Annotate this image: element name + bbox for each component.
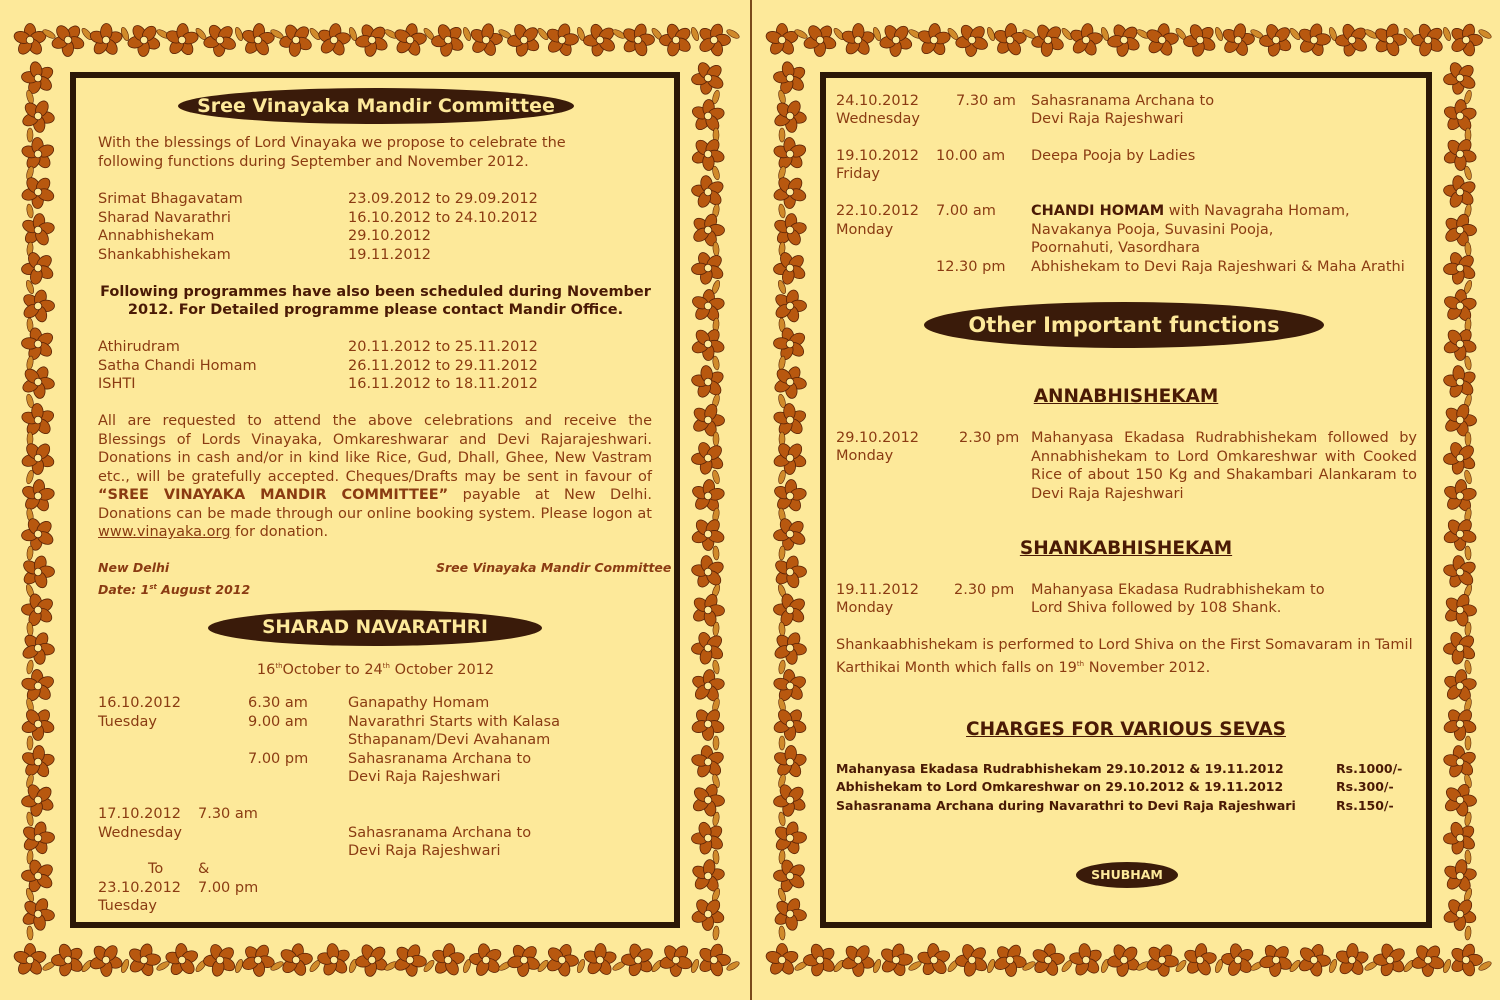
right-page [750,0,1500,1000]
schedule-time: 12.30 pm [936,259,1006,275]
function-dates: 23.09.2012 to 29.09.2012 [348,191,538,207]
schedule-event: Poornahuti, Vasordhara [1031,240,1201,256]
annabhishekam-desc: Mahanyasa Ekadasa Rudrabhishekam followed by Annabhishekam to Lord Omkareshwar with Cooked Rice of about 150 Kg and Shakambari Alankaram to Devi Raja Rajeshwari [1031,430,1417,502]
seva-price: Rs.1000/- [1336,761,1403,776]
note-text: Karthikai Month which falls on 19 [836,659,1077,676]
schedule-day: Friday [836,166,880,182]
seva-name: Sahasranama Archana during Navarathri to Devi Raja Rajeshwari [836,798,1296,813]
date-text: Date: 1 [98,582,150,598]
shankabhishekam-heading: SHANKABHISHEKAM [1019,538,1233,559]
november-note: 2012. For Detailed programme please contact Mandir Office. [127,302,624,318]
chandi-homam: CHANDI HOMAM [1031,203,1165,219]
programme-name: Athirudram [98,339,180,355]
schedule-event: Navarathri Starts with Kalasa [348,713,560,730]
note-text: November 2012. [1084,659,1211,676]
annabhishekam-heading: ANNABHISHEKAM [1033,386,1219,407]
schedule-day: Wednesday [836,111,920,127]
schedule-event: Mahanyasa Ekadasa Rudrabhishekam to [1031,582,1325,598]
schedule-event: Ganapathy Homam [348,695,490,711]
shank-note [836,655,1210,677]
schedule-day: Tuesday [98,898,157,914]
function-name: Shankabhishekam [98,246,231,263]
schedule-time: 2.30 pm [959,430,1020,446]
nav-sup: th [275,662,283,670]
schedule-day: Wednesday [98,824,182,841]
november-note: Following programmes have also been scheduled during November [100,284,651,300]
function-dates: 16.10.2012 to 24.10.2012 [348,209,538,226]
nav-sup: th [382,662,390,670]
schedule-time: 7.00 am [936,203,996,219]
nav-date: October to 24 [282,661,383,678]
programme-dates: 16.11.2012 to 18.11.2012 [348,376,538,392]
schedule-time: 2.30 pm [954,582,1015,598]
appeal-text: payable at New Delhi. Donations can be made through our online booking system. Please logon at [98,487,653,522]
function-name: Sharad Navarathri [98,209,231,226]
schedule-time: 7.00 pm [198,879,259,896]
schedule-event: Devi Raja Rajeshwari [348,843,501,859]
schedule-event: Sahasranama Archana to [348,824,532,841]
schedule-time: 7.30 am [956,93,1016,109]
programme-name: Satha Chandi Homam [98,357,257,374]
seva-price: Rs.150/- [1336,798,1394,813]
event-text: with Navagraha Homam, [1164,203,1350,219]
schedule-event: Lord Shiva followed by 108 Shank. [1031,600,1282,616]
programme-dates: 20.11.2012 to 25.11.2012 [348,339,538,355]
intro-text: With the blessings of Lord Vinayaka we propose to celebrate the following functions during September and November 2012. [98,135,566,170]
schedule-event: Deepa Pooja by Ladies [1031,148,1196,164]
schedule-day: Tuesday [98,713,157,730]
nav-date: 16 [256,661,276,678]
seva-name: Abhishekam to Lord Omkareshwar on 29.10.2012 & 19.11.2012 [836,779,1284,794]
programme-name: ISHTI [98,376,136,392]
schedule-amp: & [198,861,210,877]
appeal-paragraph [98,412,652,542]
schedule-time: 9.00 am [248,713,308,730]
schedule-event: Devi Raja Rajeshwari [1031,111,1184,127]
signatory: Sree Vinayaka Mandir Committee [436,560,672,575]
schedule-event: Navakanya Pooja, Suvasini Pooja, [1031,221,1274,238]
schedule-date: 24.10.2012 [836,93,920,109]
schedule-event [1031,202,1350,221]
schedule-time: 10.00 am [936,148,1006,164]
appeal-text: for donation. [230,524,329,540]
schedule-date: 17.10.2012 [98,806,182,822]
schedule-date: 16.10.2012 [98,695,182,711]
date-sup: st [149,583,157,591]
schedule-date: 19.10.2012 [836,148,920,164]
schedule-time: 7.30 am [198,806,258,822]
navarathri-dates [98,657,653,679]
schedule-date: 22.10.2012 [836,203,920,219]
schedule-time: 7.00 pm [248,750,309,767]
nav-date: October 2012 [389,661,495,678]
schedule-day: Monday [836,221,894,238]
schedule-day: Monday [836,600,894,616]
schedule-date: 23.10.2012 [98,879,182,896]
function-dates: 19.11.2012 [348,246,432,263]
schedule-event: Devi Raja Rajeshwari [348,769,501,785]
shubham-badge: SHUBHAM [1076,862,1178,888]
date-text: August 2012 [156,582,251,598]
letter-date [98,578,250,600]
schedule-event: Sthapanam/Devi Avahanam [348,732,551,748]
seva-name: Mahanyasa Ekadasa Rudrabhishekam 29.10.2012 & 19.11.2012 [836,761,1284,776]
donation-link[interactable]: www.vinayaka.org [98,524,231,540]
schedule-event: Sahasranama Archana to [1031,93,1215,109]
shank-note: Shankaabhishekam is performed to Lord Shiva on the First Somavaram in Tamil [836,637,1413,653]
schedule-date: 19.11.2012 [836,582,920,598]
committee-title-banner: Sree Vinayaka Mandir Committee [178,88,574,124]
place: New Delhi [98,560,170,575]
function-name: Srimat Bhagavatam [98,191,243,207]
schedule-date: 29.10.2012 [836,430,920,446]
charges-heading: CHARGES FOR VARIOUS SEVAS [966,719,1286,740]
schedule-to: To [148,861,164,877]
seva-price: Rs.300/- [1336,779,1394,794]
schedule-event: Abhishekam to Devi Raja Rajeshwari & Maha Arathi [1031,259,1405,275]
note-sup: th [1076,659,1085,668]
schedule-day: Monday [836,448,894,464]
navarathri-banner: SHARAD NAVARATHRI [208,610,542,646]
function-dates: 29.10.2012 [348,228,432,244]
appeal-text: All are requested to attend the above celebrations and receive the Blessings of Lords Vinayaka, Omkareshwarar and Devi Rajarajeshwari. Donations in cash and/or in kind like Rice, Gud, Dhall, Ghee, New Vastram etc., will be gratefully accepted. Cheques/Drafts may be sent in favour of [98,413,652,485]
function-name: Annabhishekam [98,228,215,244]
schedule-event: Sahasranama Archana to [348,750,532,767]
programme-dates: 26.11.2012 to 29.11.2012 [348,357,538,374]
schedule-time: 6.30 am [248,695,308,711]
other-functions-banner: Other Important functions [924,302,1324,348]
appeal-favour: “SREE VINAYAKA MANDIR COMMITTEE” [98,487,449,503]
